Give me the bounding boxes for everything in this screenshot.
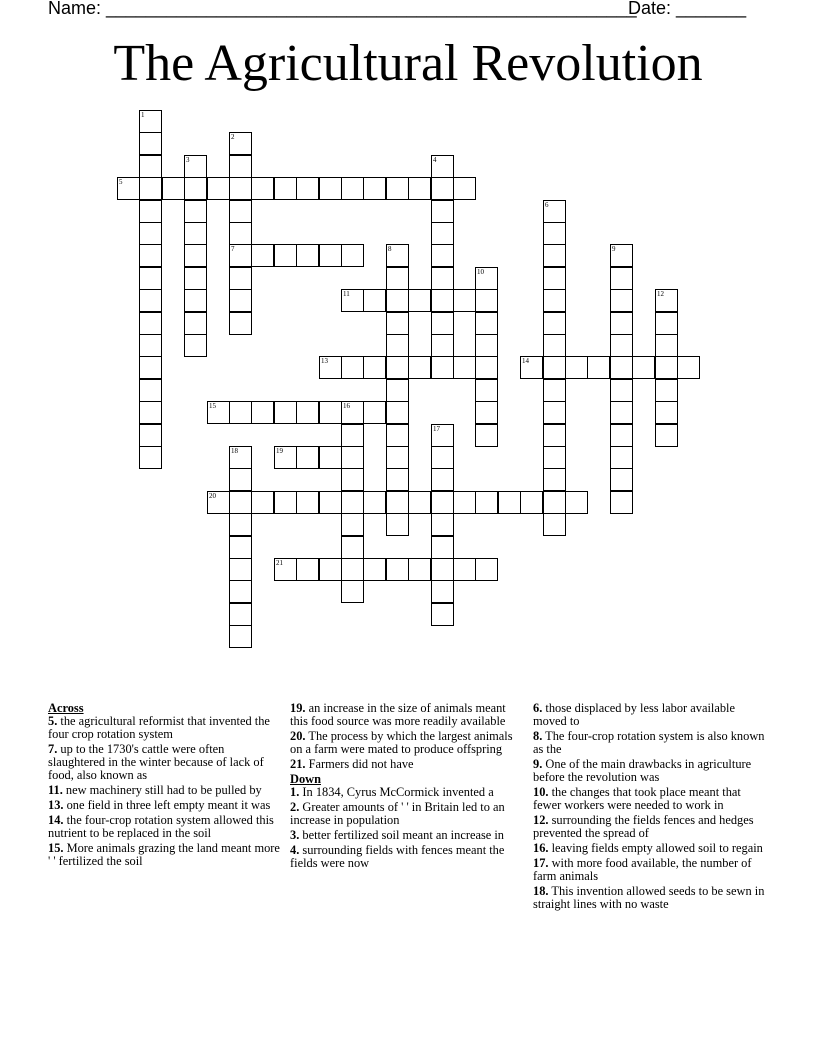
crossword-cell[interactable] bbox=[386, 424, 409, 447]
clue-number-label: 17 bbox=[433, 425, 440, 433]
crossword-cell[interactable] bbox=[475, 289, 498, 312]
clue-item bbox=[290, 702, 524, 728]
clue-number: 11. bbox=[48, 783, 63, 797]
crossword-cell[interactable] bbox=[319, 446, 342, 469]
crossword-cell[interactable] bbox=[543, 356, 566, 379]
crossword-cell[interactable] bbox=[386, 177, 409, 200]
crossword-cell[interactable] bbox=[139, 334, 162, 357]
crossword-cell[interactable] bbox=[184, 267, 207, 290]
crossword-cell[interactable] bbox=[431, 177, 454, 200]
crossword-cell[interactable] bbox=[655, 312, 678, 335]
crossword-cell[interactable] bbox=[341, 580, 364, 603]
crossword-cell[interactable] bbox=[184, 200, 207, 223]
crossword-cell[interactable] bbox=[139, 401, 162, 424]
crossword-cell[interactable] bbox=[296, 244, 319, 267]
crossword-cell[interactable] bbox=[543, 222, 566, 245]
crossword-cell[interactable] bbox=[408, 491, 431, 514]
crossword-cell[interactable] bbox=[319, 491, 342, 514]
crossword-cell[interactable] bbox=[655, 356, 678, 379]
crossword-cell[interactable] bbox=[610, 424, 633, 447]
crossword-cell[interactable] bbox=[139, 356, 162, 379]
crossword-cell[interactable] bbox=[498, 491, 521, 514]
clue-number-label: 21 bbox=[276, 559, 283, 567]
crossword-cell[interactable] bbox=[543, 401, 566, 424]
crossword-cell[interactable] bbox=[543, 513, 566, 536]
clue-text: Greater amounts of ' ' in Britain led to an increase in population bbox=[290, 800, 505, 827]
crossword-cell[interactable] bbox=[229, 289, 252, 312]
crossword-cell[interactable] bbox=[453, 356, 476, 379]
crossword-cell[interactable] bbox=[274, 177, 297, 200]
crossword-cell[interactable] bbox=[251, 401, 274, 424]
clue-column-2 bbox=[290, 702, 524, 872]
crossword-cell[interactable] bbox=[162, 177, 185, 200]
crossword-cell[interactable] bbox=[543, 267, 566, 290]
clue-number-label: 3 bbox=[186, 156, 190, 164]
crossword-cell[interactable] bbox=[475, 424, 498, 447]
crossword-cell[interactable] bbox=[655, 379, 678, 402]
crossword-cell[interactable] bbox=[363, 401, 386, 424]
clue-number: 12. bbox=[533, 813, 549, 827]
crossword-cell[interactable] bbox=[386, 289, 409, 312]
clue-list-col2-across bbox=[290, 702, 524, 771]
crossword-cell[interactable] bbox=[610, 267, 633, 290]
crossword-cell[interactable] bbox=[251, 177, 274, 200]
crossword-cell[interactable] bbox=[655, 334, 678, 357]
down-heading: Down bbox=[290, 772, 321, 786]
clue-item bbox=[533, 730, 765, 756]
crossword-cell[interactable] bbox=[610, 356, 633, 379]
crossword-cell[interactable] bbox=[363, 289, 386, 312]
crossword-cell[interactable] bbox=[251, 244, 274, 267]
crossword-cell[interactable] bbox=[319, 401, 342, 424]
clue-number: 4. bbox=[290, 843, 300, 857]
crossword-cell[interactable] bbox=[296, 491, 319, 514]
clue-list-col3 bbox=[533, 702, 765, 911]
clue-number-label: 15 bbox=[209, 402, 216, 410]
crossword-cell[interactable] bbox=[229, 536, 252, 559]
crossword-cell[interactable] bbox=[363, 177, 386, 200]
crossword-cell[interactable] bbox=[139, 267, 162, 290]
crossword-cell[interactable] bbox=[386, 513, 409, 536]
crossword-cell[interactable] bbox=[139, 132, 162, 155]
clue-number-label: 12 bbox=[657, 290, 664, 298]
clue-text: The process by which the largest animals on a farm were mated to produce offspring bbox=[290, 729, 513, 756]
clue-number-label: 5 bbox=[119, 178, 123, 186]
clue-list-col2-down bbox=[290, 786, 524, 870]
crossword-cell[interactable] bbox=[341, 446, 364, 469]
clue-column-3 bbox=[533, 702, 765, 913]
clue-item bbox=[290, 730, 524, 756]
crossword-cell[interactable] bbox=[408, 289, 431, 312]
clue-text: surrounding fields with fences meant the fields were now bbox=[290, 843, 505, 870]
crossword-cell[interactable] bbox=[386, 401, 409, 424]
crossword-cell[interactable] bbox=[431, 244, 454, 267]
clue-number: 9. bbox=[533, 757, 543, 771]
crossword-cell[interactable] bbox=[319, 558, 342, 581]
clue-number-label: 14 bbox=[522, 357, 529, 365]
clue-text: the changes that took place meant that fewer workers were needed to work in bbox=[533, 785, 741, 812]
crossword-cell[interactable] bbox=[475, 379, 498, 402]
clue-number: 5. bbox=[48, 714, 58, 728]
crossword-cell[interactable] bbox=[184, 177, 207, 200]
clue-text: leaving fields empty allowed soil to regain bbox=[548, 841, 763, 855]
crossword-cell[interactable] bbox=[296, 446, 319, 469]
clue-text: with more food available, the number of farm animals bbox=[533, 856, 752, 883]
crossword-cell[interactable] bbox=[543, 424, 566, 447]
clue-number-label: 13 bbox=[321, 357, 328, 365]
crossword-cell[interactable] bbox=[543, 491, 566, 514]
crossword-cell[interactable] bbox=[431, 356, 454, 379]
clue-column-1 bbox=[48, 702, 280, 870]
crossword-cell[interactable] bbox=[386, 334, 409, 357]
crossword-cell[interactable] bbox=[610, 334, 633, 357]
crossword-cell[interactable] bbox=[363, 356, 386, 379]
crossword-cell[interactable] bbox=[431, 558, 454, 581]
clue-number-label: 9 bbox=[612, 245, 616, 253]
clue-number-label: 8 bbox=[388, 245, 392, 253]
crossword-cell[interactable] bbox=[610, 468, 633, 491]
crossword-cell[interactable] bbox=[475, 401, 498, 424]
crossword-cell[interactable] bbox=[453, 491, 476, 514]
crossword-cell[interactable] bbox=[475, 334, 498, 357]
clue-item bbox=[290, 786, 524, 799]
clue-item bbox=[533, 786, 765, 812]
clue-item bbox=[533, 814, 765, 840]
clue-number: 10. bbox=[533, 785, 549, 799]
clue-text: up to the 1730's cattle were often slaughtered in the winter because of lack of food, also known as bbox=[48, 742, 264, 782]
crossword-cell[interactable] bbox=[319, 244, 342, 267]
crossword-cell[interactable] bbox=[184, 289, 207, 312]
crossword-cell[interactable] bbox=[453, 177, 476, 200]
crossword-cell[interactable] bbox=[610, 446, 633, 469]
clue-number: 21. bbox=[290, 757, 306, 771]
clue-text: the four-crop rotation system allowed this nutrient to be replaced in the soil bbox=[48, 813, 274, 840]
crossword-cell[interactable] bbox=[229, 200, 252, 223]
clue-item bbox=[533, 842, 765, 855]
clue-number-label: 20 bbox=[209, 492, 216, 500]
crossword-cell[interactable] bbox=[341, 491, 364, 514]
crossword-cell[interactable] bbox=[431, 222, 454, 245]
crossword-cell[interactable] bbox=[139, 200, 162, 223]
clue-item bbox=[290, 829, 524, 842]
clue-text: Farmers did not have bbox=[305, 757, 414, 771]
crossword-cell[interactable] bbox=[475, 356, 498, 379]
clue-item bbox=[48, 814, 280, 840]
crossword-cell[interactable] bbox=[386, 312, 409, 335]
crossword-cell[interactable] bbox=[587, 356, 610, 379]
clue-number-label: 10 bbox=[477, 268, 484, 276]
clue-number: 16. bbox=[533, 841, 549, 855]
crossword-cell[interactable] bbox=[431, 289, 454, 312]
clue-number: 14. bbox=[48, 813, 64, 827]
crossword-cell[interactable] bbox=[632, 356, 655, 379]
crossword-cell[interactable] bbox=[139, 155, 162, 178]
clue-number: 6. bbox=[533, 701, 543, 715]
clue-item bbox=[48, 842, 280, 868]
crossword-cell[interactable] bbox=[229, 513, 252, 536]
crossword-cell[interactable] bbox=[229, 312, 252, 335]
clue-number: 17. bbox=[533, 856, 549, 870]
crossword-cell[interactable] bbox=[139, 177, 162, 200]
crossword-cell[interactable] bbox=[386, 267, 409, 290]
crossword-cell[interactable] bbox=[229, 401, 252, 424]
crossword-cell[interactable] bbox=[229, 267, 252, 290]
crossword-cell[interactable] bbox=[363, 491, 386, 514]
crossword-cell[interactable] bbox=[341, 558, 364, 581]
clue-number-label: 19 bbox=[276, 447, 283, 455]
crossword-cell[interactable] bbox=[431, 580, 454, 603]
crossword-cell[interactable] bbox=[565, 491, 588, 514]
crossword-cell[interactable] bbox=[408, 177, 431, 200]
clue-text: The four-crop rotation system is also known as the bbox=[533, 729, 765, 756]
crossword-cell[interactable] bbox=[408, 558, 431, 581]
crossword-cell[interactable] bbox=[543, 446, 566, 469]
clue-text: new machinery still had to be pulled by bbox=[62, 783, 262, 797]
crossword-cell[interactable] bbox=[386, 558, 409, 581]
across-heading: Across bbox=[48, 701, 84, 715]
clue-item bbox=[48, 784, 280, 797]
clue-text: the agricultural reformist that invented the four crop rotation system bbox=[48, 714, 270, 741]
crossword-cell[interactable] bbox=[475, 558, 498, 581]
crossword-cell[interactable] bbox=[139, 222, 162, 245]
crossword-cell[interactable] bbox=[274, 244, 297, 267]
crossword-cell[interactable] bbox=[363, 558, 386, 581]
crossword-cell[interactable] bbox=[341, 424, 364, 447]
crossword-cell[interactable] bbox=[431, 603, 454, 626]
crossword-cell[interactable] bbox=[386, 356, 409, 379]
clue-text: better fertilized soil meant an increase in bbox=[299, 828, 504, 842]
clue-item bbox=[290, 801, 524, 827]
crossword-cell[interactable] bbox=[610, 491, 633, 514]
clue-number: 8. bbox=[533, 729, 543, 743]
crossword-cell[interactable] bbox=[475, 312, 498, 335]
crossword-cell[interactable] bbox=[251, 491, 274, 514]
crossword-cell[interactable] bbox=[341, 536, 364, 559]
crossword-cell[interactable] bbox=[139, 312, 162, 335]
crossword-cell[interactable] bbox=[139, 289, 162, 312]
crossword-cell[interactable] bbox=[139, 446, 162, 469]
clue-item bbox=[533, 758, 765, 784]
crossword-cell[interactable] bbox=[655, 424, 678, 447]
clue-number: 1. bbox=[290, 785, 300, 799]
crossword-cell[interactable] bbox=[677, 356, 700, 379]
crossword-cell[interactable] bbox=[296, 401, 319, 424]
clue-number: 15. bbox=[48, 841, 64, 855]
crossword-cell[interactable] bbox=[408, 356, 431, 379]
clue-number: 20. bbox=[290, 729, 306, 743]
crossword-cell[interactable] bbox=[386, 379, 409, 402]
clue-text: an increase in the size of animals meant this food source was more readily available bbox=[290, 701, 506, 728]
clue-number-label: 7 bbox=[231, 245, 235, 253]
clue-number: 2. bbox=[290, 800, 300, 814]
crossword-cell[interactable] bbox=[431, 491, 454, 514]
crossword-cell[interactable] bbox=[139, 379, 162, 402]
clue-number: 18. bbox=[533, 884, 549, 898]
crossword-cell[interactable] bbox=[229, 580, 252, 603]
crossword-cell[interactable] bbox=[229, 155, 252, 178]
crossword-cell[interactable] bbox=[431, 536, 454, 559]
crossword-cell[interactable] bbox=[543, 244, 566, 267]
clue-number-label: 11 bbox=[343, 290, 350, 298]
page-title: The Agricultural Revolution bbox=[113, 35, 703, 92]
crossword-cell[interactable] bbox=[543, 468, 566, 491]
crossword-cell[interactable] bbox=[274, 491, 297, 514]
clue-number: 7. bbox=[48, 742, 58, 756]
crossword-cell[interactable] bbox=[431, 267, 454, 290]
clue-number-label: 2 bbox=[231, 133, 235, 141]
clue-number-label: 4 bbox=[433, 156, 437, 164]
crossword-cell[interactable] bbox=[610, 289, 633, 312]
crossword-cell[interactable] bbox=[431, 468, 454, 491]
clue-text: This invention allowed seeds to be sewn in straight lines with no waste bbox=[533, 884, 765, 911]
date-field-label: Date: _______ bbox=[628, 0, 747, 18]
name-field-label: Name: _____________________________________________________ bbox=[48, 0, 637, 18]
clue-list-col1 bbox=[48, 715, 280, 868]
crossword-cell[interactable] bbox=[274, 401, 297, 424]
clue-number: 13. bbox=[48, 798, 64, 812]
crossword-cell[interactable] bbox=[341, 177, 364, 200]
crossword-cell[interactable] bbox=[386, 446, 409, 469]
clue-number-label: 18 bbox=[231, 447, 238, 455]
clue-number: 3. bbox=[290, 828, 300, 842]
clue-number-label: 16 bbox=[343, 402, 350, 410]
clue-text: In 1834, Cyrus McCormick invented a bbox=[299, 785, 494, 799]
clue-item bbox=[290, 844, 524, 870]
clue-text: those displaced by less labor available moved to bbox=[533, 701, 735, 728]
crossword-cell[interactable] bbox=[386, 491, 409, 514]
crossword-cell[interactable] bbox=[610, 379, 633, 402]
crossword-cell[interactable] bbox=[229, 177, 252, 200]
crossword-cell[interactable] bbox=[139, 244, 162, 267]
crossword-cell[interactable] bbox=[207, 177, 230, 200]
clue-number-label: 1 bbox=[141, 111, 145, 119]
crossword-cell[interactable] bbox=[520, 491, 543, 514]
clue-text: one field in three left empty meant it was bbox=[63, 798, 271, 812]
clue-item bbox=[533, 857, 765, 883]
crossword-cell[interactable] bbox=[319, 177, 342, 200]
crossword-cell[interactable] bbox=[296, 558, 319, 581]
crossword-cell[interactable] bbox=[341, 244, 364, 267]
clue-text: More animals grazing the land meant more ' ' fertilized the soil bbox=[48, 841, 280, 868]
clue-item bbox=[48, 715, 280, 741]
crossword-cell[interactable] bbox=[341, 356, 364, 379]
crossword-cell[interactable] bbox=[431, 200, 454, 223]
crossword-cell[interactable] bbox=[341, 468, 364, 491]
clue-item bbox=[533, 702, 765, 728]
crossword-cell[interactable] bbox=[543, 312, 566, 335]
crossword-cell[interactable] bbox=[431, 446, 454, 469]
crossword-cell[interactable] bbox=[184, 222, 207, 245]
crossword-cell[interactable] bbox=[139, 424, 162, 447]
crossword-cell[interactable] bbox=[431, 334, 454, 357]
crossword-cell[interactable] bbox=[543, 379, 566, 402]
clue-number: 19. bbox=[290, 701, 306, 715]
clue-item bbox=[533, 885, 765, 911]
crossword-cell[interactable] bbox=[184, 244, 207, 267]
crossword-cell[interactable] bbox=[229, 491, 252, 514]
crossword-cell[interactable] bbox=[475, 491, 498, 514]
crossword-cell[interactable] bbox=[229, 603, 252, 626]
crossword-cell[interactable] bbox=[184, 312, 207, 335]
crossword-cell[interactable] bbox=[543, 289, 566, 312]
crossword-cell[interactable] bbox=[229, 468, 252, 491]
clue-number-label: 6 bbox=[545, 201, 549, 209]
crossword-cell[interactable] bbox=[386, 468, 409, 491]
crossword-cell[interactable] bbox=[610, 401, 633, 424]
crossword-cell[interactable] bbox=[431, 312, 454, 335]
clue-item bbox=[290, 758, 524, 771]
crossword-cell[interactable] bbox=[431, 513, 454, 536]
crossword-cell[interactable] bbox=[655, 401, 678, 424]
crossword-cell[interactable] bbox=[184, 334, 207, 357]
crossword-cell[interactable] bbox=[341, 513, 364, 536]
clue-text: One of the main drawbacks in agriculture before the revolution was bbox=[533, 757, 752, 784]
clue-item bbox=[48, 743, 280, 782]
crossword-cell[interactable] bbox=[453, 558, 476, 581]
clue-text: surrounding the fields fences and hedges prevented the spread of bbox=[533, 813, 754, 840]
clue-item bbox=[48, 799, 280, 812]
crossword-cell[interactable] bbox=[543, 334, 566, 357]
crossword-cell[interactable] bbox=[229, 625, 252, 648]
crossword-cell[interactable] bbox=[229, 222, 252, 245]
crossword-cell[interactable] bbox=[453, 289, 476, 312]
crossword-cell[interactable] bbox=[229, 558, 252, 581]
crossword-cell[interactable] bbox=[565, 356, 588, 379]
crossword-cell[interactable] bbox=[610, 312, 633, 335]
crossword-cell[interactable] bbox=[296, 177, 319, 200]
